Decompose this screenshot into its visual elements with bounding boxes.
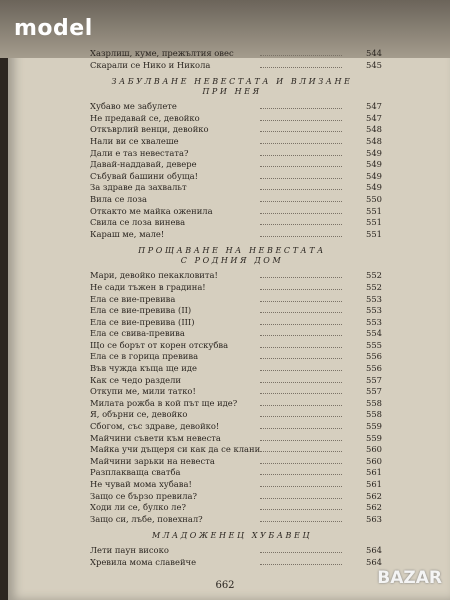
dot-leader: [260, 428, 342, 429]
entry-page-number: 547: [366, 112, 382, 123]
toc-entry: [82, 456, 382, 468]
dot-leader: [260, 440, 342, 441]
entry-title: Ела се вие-превива (III): [90, 316, 195, 327]
entry-page-number: 561: [366, 479, 382, 489]
toc-entry: [82, 101, 382, 113]
toc-entry: [82, 409, 382, 421]
entry-title: Не чувай мома хубава!: [90, 479, 192, 489]
toc-entry: [82, 479, 382, 491]
toc-entry: [82, 340, 382, 352]
entry-title: Що се борът от корен отскубва: [90, 339, 229, 350]
entry-title: Откъврлий венци, девойко: [90, 124, 209, 135]
entry-title: Във чужда къща ще иде: [90, 363, 197, 374]
dot-leader: [260, 131, 342, 132]
entry-page-number: 549: [366, 170, 382, 181]
toc-entry: [82, 545, 382, 557]
dot-leader: [260, 474, 342, 475]
entry-title: Скарали се Нико и Никола: [90, 59, 211, 70]
entry-title: Хубаво ме забулете: [90, 101, 177, 112]
entry-page-number: 548: [366, 124, 382, 135]
entry-title: Караш ме, мале!: [90, 228, 165, 239]
entry-page-number: 549: [366, 147, 382, 158]
toc-entry: [82, 491, 382, 503]
entry-page-number: 544: [366, 48, 382, 58]
entry-title: Ходи ли се, булко ле?: [90, 502, 186, 513]
toc-entry: [82, 328, 382, 340]
toc-entry: [82, 270, 382, 282]
dot-leader: [260, 564, 342, 565]
toc-entry: [82, 124, 382, 136]
entry-title: Дали е таз невестата?: [90, 147, 189, 158]
entry-page-number: 560: [366, 444, 382, 455]
entry-page-number: 564: [366, 545, 382, 556]
entry-page-number: 552: [366, 270, 382, 281]
dot-leader: [260, 463, 342, 464]
dot-leader: [260, 498, 342, 499]
toc-entry: [82, 136, 382, 148]
dot-leader: [260, 324, 342, 325]
bazar-watermark: BAZAR: [377, 568, 442, 588]
dot-leader: [260, 213, 342, 214]
toc-entry: [82, 305, 382, 317]
entry-title: Хревила мома славейче: [90, 556, 197, 567]
toc-entry: [82, 502, 382, 514]
toc-entry: [82, 398, 382, 410]
entry-page-number: 562: [366, 490, 382, 501]
entry-page-number: 549: [366, 159, 382, 170]
entry-page-number: 555: [366, 339, 382, 350]
dot-leader: [260, 312, 342, 313]
dot-leader: [260, 108, 342, 109]
entry-page-number: 561: [366, 467, 382, 478]
entry-title: Не предавай се, девойко: [90, 112, 200, 123]
entry-title: Защо се бързо превила?: [90, 490, 198, 501]
entry-title: Майка учи дъщеря си как да се клани: [90, 444, 261, 455]
entry-page-number: 553: [366, 316, 382, 327]
toc-entry: [82, 386, 382, 398]
dot-leader: [260, 236, 342, 237]
toc-entry: [82, 182, 382, 194]
entry-title: Не сади тъжен в градина!: [90, 281, 206, 292]
dot-leader: [260, 521, 342, 522]
dot-leader: [260, 393, 342, 394]
entry-title: Давай-наддавай, девере: [90, 159, 197, 170]
entry-page-number: 551: [366, 217, 382, 228]
dot-leader: [260, 289, 342, 290]
dot-leader: [260, 347, 342, 348]
entry-page-number: 556: [366, 363, 382, 374]
dot-leader: [260, 358, 342, 359]
dot-leader: [260, 143, 342, 144]
entry-title: Нали ви се хвалеше: [90, 135, 179, 146]
toc-entry: [82, 557, 382, 569]
dot-leader: [260, 382, 342, 383]
toc-entry: [82, 317, 382, 329]
entry-title: Майчини съвети към невеста: [90, 432, 221, 443]
section-heading: ЗАБУЛВАНЕ НЕВЕСТАТА И ВЛИЗАНЕ: [111, 77, 353, 87]
dot-leader: [260, 55, 342, 56]
toc-entry: [82, 421, 382, 433]
entry-title: Майчини зарьки на невеста: [90, 455, 215, 466]
entry-page-number: 557: [366, 386, 382, 397]
entry-title: Вила се лоза: [90, 193, 147, 204]
toc-entry: [82, 171, 382, 183]
toc-entry: [82, 206, 382, 218]
entry-page-number: 556: [366, 351, 382, 362]
toc-entry: [82, 444, 382, 456]
dot-leader: [260, 166, 342, 167]
dot-leader: [260, 277, 342, 278]
dot-leader: [260, 178, 342, 179]
model-watermark: model: [14, 16, 93, 41]
entry-title: Хазрлиш, куме, прежълтия овес: [90, 48, 234, 58]
entry-page-number: 560: [366, 455, 382, 466]
entry-title: Откакто ме майка оженила: [90, 205, 213, 216]
entry-page-number: 553: [366, 293, 382, 304]
entry-title: Сбогом, със здраве, девойко!: [90, 421, 220, 432]
entry-title: Мари, девойко пекакловита!: [90, 270, 218, 281]
dot-leader: [260, 301, 342, 302]
entry-title: Я, обърни се, девойко: [90, 409, 188, 420]
entry-title: Защо си, лъбе, повехнал?: [90, 513, 203, 524]
toc-entry: [82, 217, 382, 229]
entry-title: Лети паун високо: [90, 545, 169, 556]
entry-page-number: 563: [366, 513, 382, 524]
toc-entry: [82, 194, 382, 206]
entry-page-number: 558: [366, 409, 382, 420]
dot-leader: [260, 224, 342, 225]
toc-entry: [82, 467, 382, 479]
toc-entry: [82, 351, 382, 363]
entry-title: Свила се лоза винева: [90, 217, 186, 228]
dot-leader: [260, 451, 342, 452]
toc-entry: [82, 375, 382, 387]
entry-page-number: 564: [366, 556, 382, 567]
section-heading: С РОДНИЯ ДОМ: [180, 256, 284, 266]
dot-leader: [260, 120, 342, 121]
table-of-contents: [82, 48, 382, 569]
entry-page-number: 545: [366, 59, 382, 70]
entry-page-number: 550: [366, 193, 382, 204]
page-number: 662: [215, 580, 235, 591]
toc-entry: [82, 159, 382, 171]
entry-title: Разплакваща сватба: [90, 467, 181, 478]
entry-page-number: 559: [366, 432, 382, 443]
dot-leader: [260, 486, 342, 487]
entry-page-number: 557: [366, 374, 382, 385]
dot-leader: [260, 405, 342, 406]
entry-title: Ела се свива-превива: [90, 328, 185, 339]
entry-page-number: 558: [366, 397, 382, 408]
entry-page-number: 551: [366, 205, 382, 216]
dot-leader: [260, 189, 342, 190]
toc-entry: [82, 433, 382, 445]
dot-leader: [260, 416, 342, 417]
entry-title: Откупи ме, мили татко!: [90, 386, 196, 397]
entry-page-number: 551: [366, 228, 382, 239]
entry-page-number: 554: [366, 328, 382, 339]
entry-title: За здраве да захвальт: [90, 182, 187, 193]
toc-entry: [82, 363, 382, 375]
entry-page-number: 553: [366, 305, 382, 316]
entry-page-number: 548: [366, 135, 382, 146]
toc-entry: [82, 229, 382, 241]
entry-title: Ела се вие-превива (II): [90, 305, 192, 316]
entry-page-number: 552: [366, 281, 382, 292]
section-heading: ПРИ НЕЯ: [202, 87, 262, 97]
toc-entry: [82, 514, 382, 526]
dot-leader: [260, 370, 342, 371]
entry-page-number: 562: [366, 502, 382, 513]
toc-entry: [82, 60, 382, 72]
entry-page-number: 549: [366, 182, 382, 193]
dot-leader: [260, 67, 342, 68]
entry-title: Как се чедо раздели: [90, 374, 181, 385]
toc-entry: [82, 113, 382, 125]
toc-entry: [82, 148, 382, 160]
dot-leader: [260, 201, 342, 202]
toc-entry: [82, 294, 382, 306]
entry-page-number: 547: [366, 101, 382, 112]
toc-entry: [82, 48, 382, 60]
dot-leader: [260, 155, 342, 156]
dot-leader: [260, 552, 342, 553]
entry-title: Ела се в горица превива: [90, 351, 199, 362]
toc-entry: [82, 282, 382, 294]
section-heading: МЛАДОЖЕНЕЦ ХУБАВЕЦ: [151, 531, 313, 541]
section-heading: ПРОЩАВАНЕ НА НЕВЕСТАТА: [138, 246, 326, 256]
entry-title: Милата рожба в кой път ще иде?: [90, 397, 238, 408]
dot-leader: [260, 509, 342, 510]
entry-page-number: 559: [366, 421, 382, 432]
entry-title: Ела се вие-превива: [90, 293, 176, 304]
dot-leader: [260, 335, 342, 336]
entry-title: Събувай башини обуща!: [90, 170, 199, 181]
